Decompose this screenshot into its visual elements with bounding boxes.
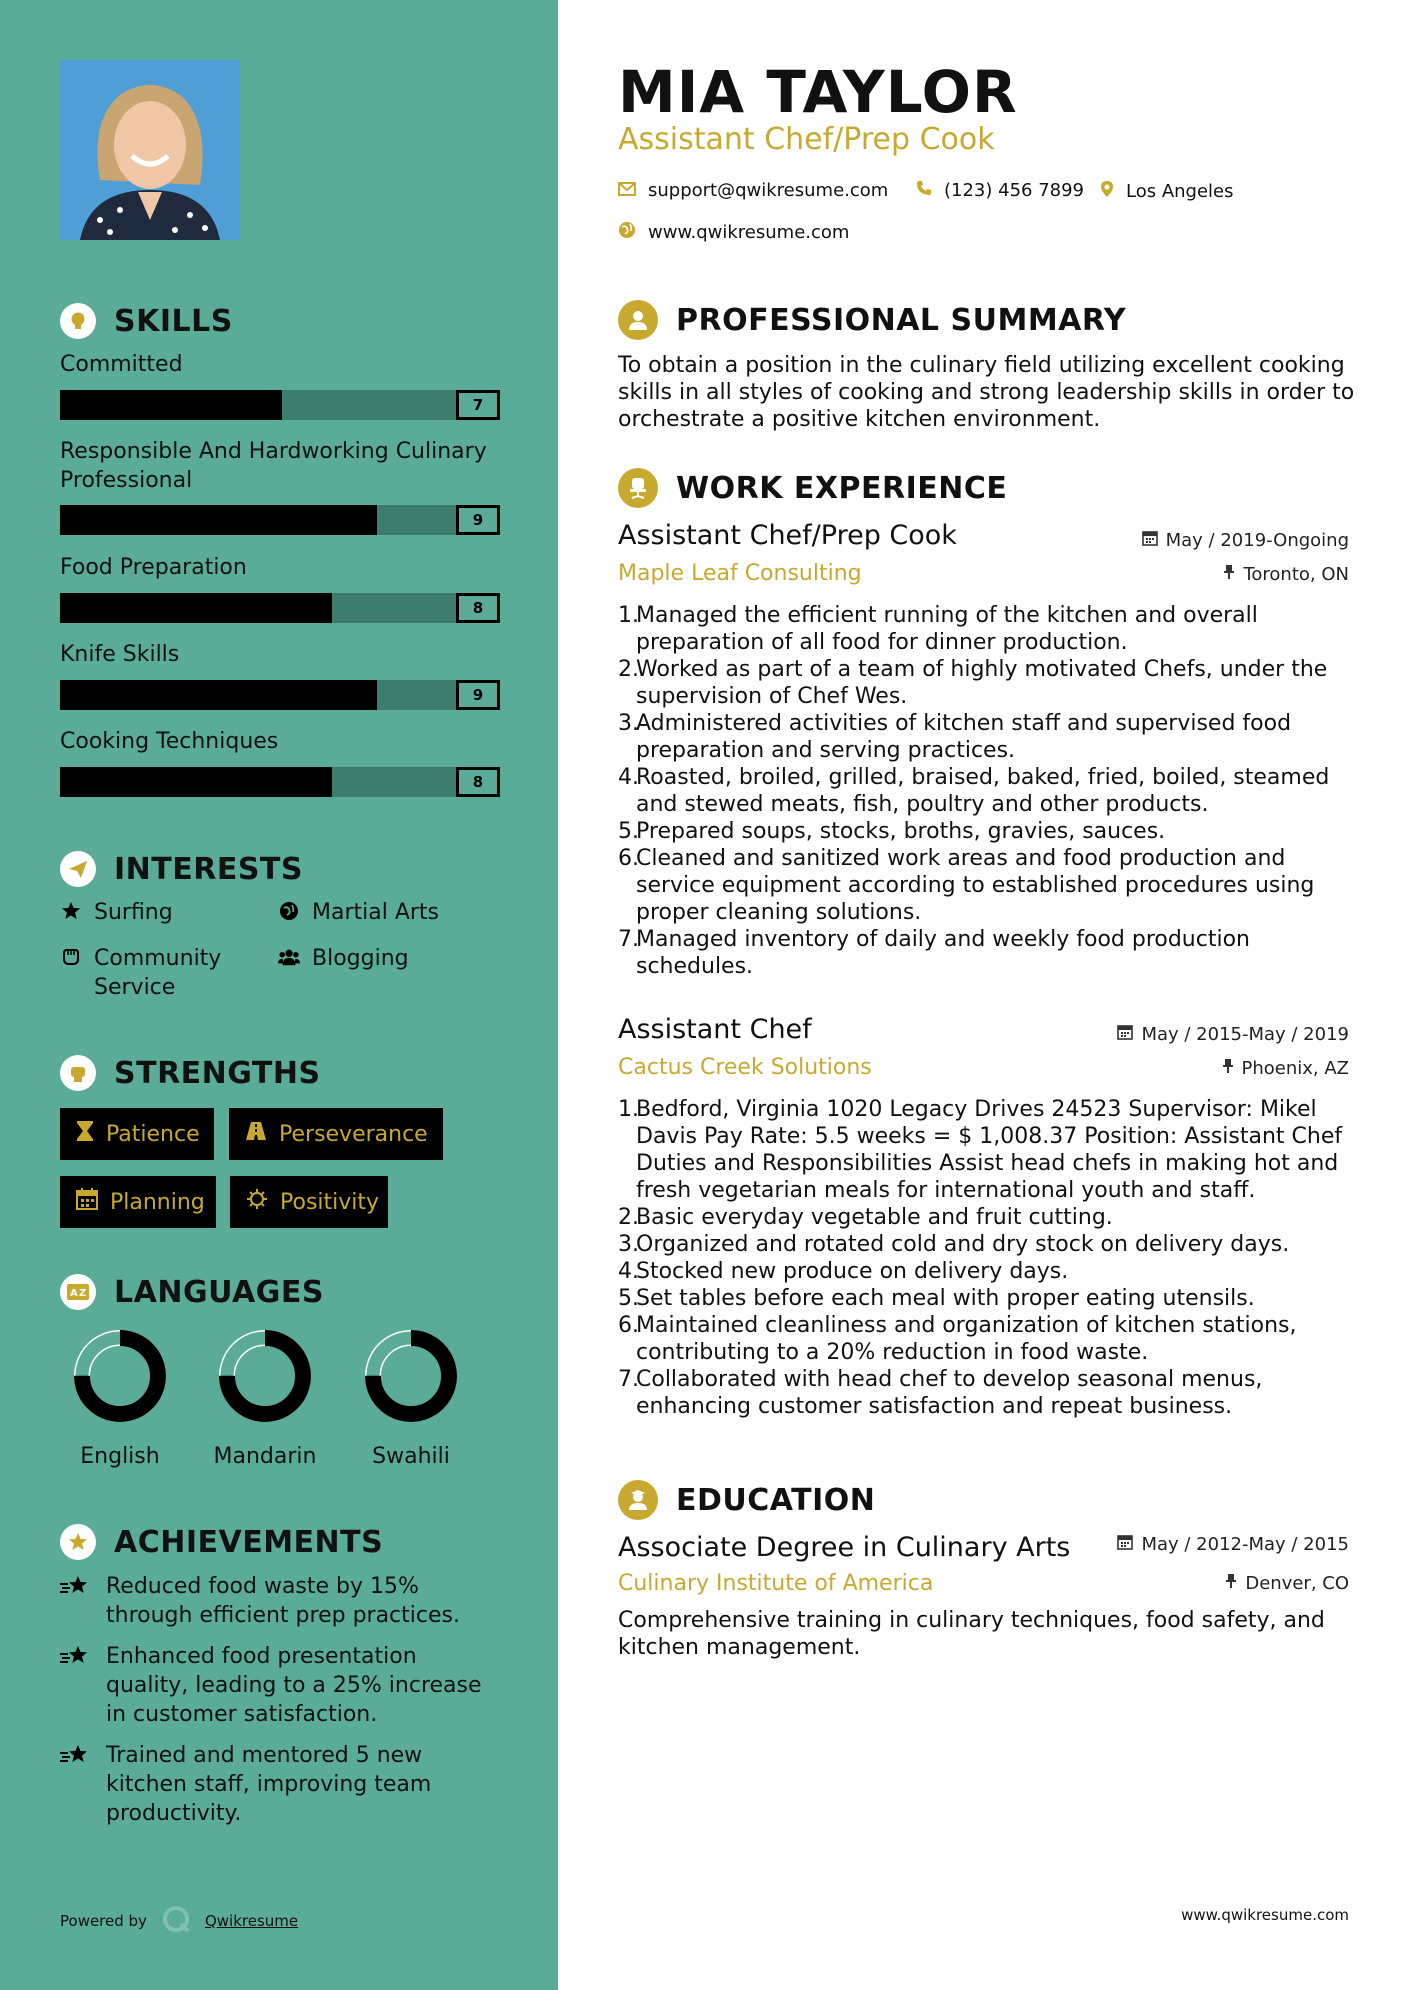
contact-location: Los Angeles <box>1100 180 1234 203</box>
strength-badge: Planning <box>60 1176 216 1228</box>
language-ring <box>215 1326 315 1426</box>
degree-title: Associate Degree in Culinary Arts <box>618 1532 1071 1563</box>
school-name: Culinary Institute of America <box>618 1571 934 1596</box>
svg-text:A: A <box>70 1288 78 1299</box>
achievement-item: Reduced food waste by 15% through efficient prep practices. <box>60 1572 500 1630</box>
interest-item: Surfing <box>60 898 260 927</box>
list-item: 3. Organized and rotated cold and dry stock on delivery days. <box>618 1232 1290 1257</box>
medal-star-icon <box>60 1524 96 1560</box>
road-icon <box>245 1121 267 1147</box>
hand-icon <box>60 944 82 1002</box>
candidate-name: MIA TAYLOR <box>618 58 1018 126</box>
list-item: 7. Managed inventory of daily and weekly food production schedules. <box>618 927 1250 979</box>
star-icon <box>60 898 82 927</box>
list-item: 4. Stocked new produce on delivery days. <box>618 1259 1069 1284</box>
skill-level: 7 <box>456 390 500 420</box>
contact-email[interactable]: support@qwikresume.com <box>618 180 888 201</box>
languages-heading: A Z LANGUAGES <box>60 1274 324 1310</box>
achievement-item: Enhanced food presentation quality, leading to a 25% increase in customer satisfaction. <box>60 1642 500 1729</box>
user-icon <box>618 300 658 340</box>
strength-badge: Positivity <box>230 1176 388 1228</box>
shooting-star-icon <box>60 1642 92 1729</box>
skill-level: 8 <box>456 593 500 623</box>
summary-text: To obtain a position in the culinary field utilizing excellent cooking skills in all styles of cooking and strong leadership skills in order to orchestrate a positive kitchen environment. <box>618 353 1355 432</box>
list-item: 3. Administered activities of kitchen staff and supervised food preparation and serving practices. <box>618 711 1292 763</box>
contact-website[interactable]: www.qwikresume.com <box>618 221 849 244</box>
company-name: Cactus Creek Solutions <box>618 1055 872 1080</box>
lightbulb-icon <box>60 303 96 339</box>
skill-item: Responsible And Hardworking Culinary Professional 9 <box>60 437 500 495</box>
sidebar <box>0 0 558 1990</box>
education-text: Comprehensive training in culinary techniques, food safety, and kitchen management. <box>618 1608 1325 1660</box>
skill-item: Committed 7 <box>60 350 500 379</box>
list-item: 2. Worked as part of a team of highly motivated Chefs, under the supervision of Chef Wes. <box>618 657 1328 709</box>
job-duties <box>618 1096 1358 1420</box>
language-ring <box>70 1326 170 1426</box>
envelope-icon <box>618 180 636 201</box>
calendar-icon <box>76 1188 98 1216</box>
svg-text:Z: Z <box>79 1288 87 1299</box>
strength-badge: Patience <box>60 1108 214 1160</box>
profile-photo <box>60 60 240 240</box>
job-dates: May / 2019-Ongoing <box>1142 530 1349 551</box>
shooting-star-icon <box>60 1572 92 1630</box>
skill-bar <box>60 767 500 797</box>
footer-url[interactable]: www.qwikresume.com <box>1181 1906 1349 1924</box>
language-item: Mandarin <box>200 1326 330 1469</box>
list-item: 1. Bedford, Virginia 1020 Legacy Drives 24523 Supervisor: Mikel Davis Pay Rate: 5.5 weeks = $ 1,008.37 Position: Assistant Chef Duties and Responsibilities Assist head chefs in making hot and fresh vegetarian meals for international youth and staff. <box>618 1097 1343 1203</box>
job-title: Assistant Chef/Prep Cook <box>618 520 957 551</box>
candidate-role: Assistant Chef/Prep Cook <box>618 122 995 157</box>
list-item: 7. Collaborated with head chef to develop seasonal menus, enhancing customer satisfaction and repeat business. <box>618 1367 1263 1419</box>
paper-plane-icon <box>60 851 96 887</box>
achievements-heading: ACHIEVEMENTS <box>60 1524 383 1560</box>
job-location: Phoenix, AZ <box>1222 1058 1350 1079</box>
hourglass-icon <box>76 1120 94 1148</box>
contact-phone[interactable]: (123) 456 7899 <box>916 180 1084 201</box>
qwikresume-logo-icon <box>161 1904 191 1938</box>
translate-icon <box>60 1274 96 1310</box>
shooting-star-icon <box>60 1741 92 1828</box>
interest-item: Community Service <box>60 944 260 1002</box>
strength-badge: Perseverance <box>229 1108 443 1160</box>
education-heading: EDUCATION <box>618 1480 875 1520</box>
list-item: 6. Maintained cleanliness and organization of kitchen stations, contributing to a 20% reduction in food waste. <box>618 1313 1297 1365</box>
map-pin-icon <box>1100 180 1114 203</box>
skill-item: Food Preparation 8 <box>60 553 500 582</box>
summary-heading: PROFESSIONAL SUMMARY <box>618 300 1126 340</box>
pin-icon <box>1223 564 1235 585</box>
job-title: Assistant Chef <box>618 1014 812 1045</box>
job-location: Toronto, ON <box>1223 564 1349 585</box>
globe-icon <box>278 898 300 927</box>
skill-level: 8 <box>456 767 500 797</box>
skill-item: Knife Skills 9 <box>60 640 500 669</box>
list-item: 1. Managed the efficient running of the kitchen and overall preparation of all food for dinner production. <box>618 603 1258 655</box>
company-name: Maple Leaf Consulting <box>618 561 862 586</box>
users-icon <box>278 944 300 973</box>
calendar-icon <box>1117 1024 1133 1045</box>
work-heading: WORK EXPERIENCE <box>618 468 1007 508</box>
skill-bar <box>60 593 500 623</box>
qwikresume-link[interactable]: Qwikresume <box>204 1912 299 1930</box>
language-item: English <box>55 1326 185 1469</box>
pin-icon <box>1222 1058 1234 1079</box>
chair-icon <box>618 468 658 508</box>
calendar-icon <box>1117 1534 1133 1555</box>
list-item: 6. Cleaned and sanitized work areas and food production and service equipment according to established procedures using proper cleaning solutions. <box>618 846 1315 925</box>
skill-bar <box>60 505 500 535</box>
list-item: 5. Prepared soups, stocks, broths, gravies, sauces. <box>618 819 1166 844</box>
list-item: 2. Basic everyday vegetable and fruit cutting. <box>618 1205 1113 1230</box>
job-duties <box>618 602 1358 980</box>
language-ring <box>361 1326 461 1426</box>
powered-by: Powered by Qwikresume <box>60 1904 298 1938</box>
skill-bar <box>60 390 500 420</box>
fist-icon <box>60 1055 96 1091</box>
globe-icon <box>618 221 636 244</box>
language-item: Swahili <box>346 1326 476 1469</box>
calendar-icon <box>1142 530 1158 551</box>
education-location: Denver, CO <box>1225 1573 1349 1594</box>
phone-icon <box>916 180 932 201</box>
skill-level: 9 <box>456 505 500 535</box>
pin-icon <box>1225 1573 1237 1594</box>
skill-bar <box>60 680 500 710</box>
interest-item: Blogging <box>278 944 498 973</box>
interest-item: Martial Arts <box>278 898 498 927</box>
education-dates: May / 2012-May / 2015 <box>1117 1534 1349 1555</box>
achievement-item: Trained and mentored 5 new kitchen staff, improving team productivity. <box>60 1741 500 1828</box>
skill-level: 9 <box>456 680 500 710</box>
skills-heading: SKILLS <box>60 303 233 339</box>
strengths-heading: STRENGTHS <box>60 1055 321 1091</box>
job-dates: May / 2015-May / 2019 <box>1117 1024 1349 1045</box>
list-item: 4. Roasted, broiled, grilled, braised, baked, fried, boiled, steamed and stewed meats, fish, poultry and other products. <box>618 765 1330 817</box>
list-item: 5. Set tables before each meal with proper eating utensils. <box>618 1286 1255 1311</box>
graduate-icon <box>618 1480 658 1520</box>
sun-icon <box>246 1188 268 1216</box>
skill-item: Cooking Techniques 8 <box>60 727 500 756</box>
interests-heading: INTERESTS <box>60 851 303 887</box>
